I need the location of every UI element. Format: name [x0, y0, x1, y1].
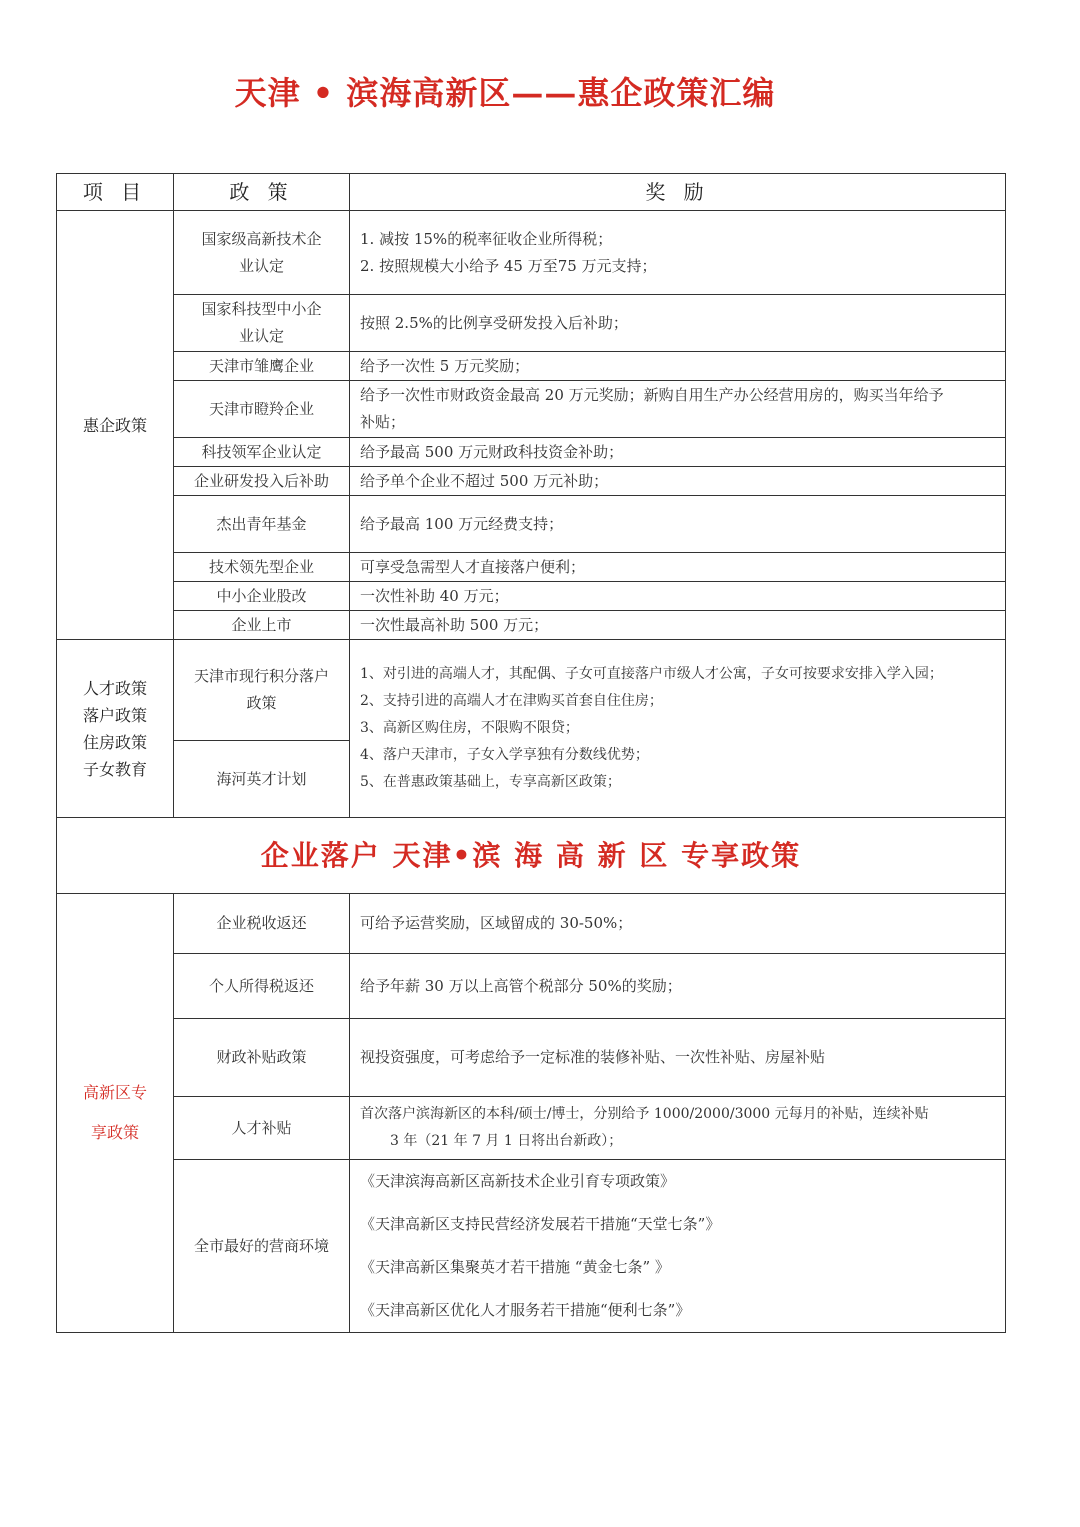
category-cell: 惠企政策 — [57, 211, 174, 640]
reward-cell: 给予一次性 5 万元奖励； — [350, 352, 1006, 381]
table-row — [57, 467, 1006, 496]
table-row — [57, 582, 1006, 611]
category-cell: 高新区专 享政策 — [57, 894, 174, 1333]
table-row — [57, 1160, 1006, 1333]
policy-cell: 全市最好的营商环境 — [174, 1160, 350, 1333]
category-cell: 人才政策 落户政策 住房政策 子女教育 — [57, 640, 174, 818]
reward-cell: 一次性最高补助 500 万元； — [350, 611, 1006, 640]
header-project: 项 目 — [57, 174, 174, 211]
policy-cell: 企业研发投入后补助 — [174, 467, 350, 496]
table-row — [57, 894, 1006, 954]
reward-cell: 一次性补助 40 万元； — [350, 582, 1006, 611]
policy-cell: 企业税收返还 — [174, 894, 350, 954]
table-row — [57, 352, 1006, 381]
reward-cell: 给予单个企业不超过 500 万元补助； — [350, 467, 1006, 496]
table-row — [57, 553, 1006, 582]
reward-cell: 可享受急需型人才直接落户便利； — [350, 553, 1006, 582]
table-row — [57, 954, 1006, 1019]
reward-cell: 1、对引进的高端人才，其配偶、子女可直接落户市级人才公寓，子女可按要求安排入学入园； 2、支持引进的高端人才在津购买首套自住住房； 3、高新区购住房，不限购不限贷； 4、落户天津市，子女入学享独有分数线优势； 5、在普惠政策基础上，专享高新区政策； — [350, 640, 1006, 818]
policy-cell: 国家级高新技术企 业认定 — [174, 211, 350, 295]
reward-cell: 给予最高 100 万元经费支持； — [350, 496, 1006, 553]
policy-cell: 科技领军企业认定 — [174, 438, 350, 467]
reward-cell: 给予年薪 30 万以上高管个税部分 50%的奖励； — [350, 954, 1006, 1019]
policy-cell: 个人所得税返还 — [174, 954, 350, 1019]
document-title: 天津 • 滨海高新区——惠企政策汇编 — [234, 74, 776, 112]
table-row — [57, 438, 1006, 467]
reward-cell: 可给予运营奖励，区域留成的 30-50%； — [350, 894, 1006, 954]
reward-cell: 给予一次性市财政资金最高 20 万元奖励；新购自用生产办公经营用房的，购买当年给予 补贴； — [350, 381, 1006, 438]
table-row — [57, 611, 1006, 640]
policy-cell: 中小企业股改 — [174, 582, 350, 611]
policy-cell: 人才补贴 — [174, 1097, 350, 1160]
banner-heading: 企业落户 天津•滨 海 高 新 区 专享政策 — [57, 818, 1006, 894]
header-reward: 奖 励 — [350, 174, 1006, 211]
reward-cell: 《天津滨海高新区高新技术企业引育专项政策》 《天津高新区支持民营经济发展若干措施“天堂七条”》 《天津高新区集聚英才若干措施 “黄金七条” 》 《天津高新区优化人才服务若干措施“便利七条”》 — [350, 1160, 1006, 1333]
policy-cell: 财政补贴政策 — [174, 1019, 350, 1097]
table-header-row — [57, 174, 1006, 211]
table-row — [57, 1097, 1006, 1160]
table-row — [57, 640, 1006, 741]
banner-row — [57, 818, 1006, 894]
table-row — [57, 381, 1006, 438]
reward-cell: 1. 减按 15%的税率征收企业所得税； 2. 按照规模大小给予 45 万至75 万元支持； — [350, 211, 1006, 295]
reward-cell: 给予最高 500 万元财政科技资金补助； — [350, 438, 1006, 467]
policy-cell: 企业上市 — [174, 611, 350, 640]
policy-cell: 国家科技型中小企 业认定 — [174, 295, 350, 352]
table-row — [57, 496, 1006, 553]
policy-cell: 杰出青年基金 — [174, 496, 350, 553]
policy-cell: 天津市现行积分落户 政策 — [174, 640, 350, 741]
header-policy: 政 策 — [174, 174, 350, 211]
table-row — [57, 211, 1006, 295]
reward-cell: 首次落户滨海新区的本科/硕士/博士，分别给予 1000/2000/3000 元每月的补贴，连续补贴 3 年（21 年 7 月 1 日将出台新政）； — [350, 1097, 1006, 1160]
policy-cell: 海河英才计划 — [174, 741, 350, 818]
policy-cell: 天津市雏鹰企业 — [174, 352, 350, 381]
policy-table — [56, 173, 1006, 1333]
table-row — [57, 295, 1006, 352]
reward-cell: 视投资强度，可考虑给予一定标准的装修补贴、一次性补贴、房屋补贴 — [350, 1019, 1006, 1097]
table-row — [57, 1019, 1006, 1097]
policy-cell: 天津市瞪羚企业 — [174, 381, 350, 438]
reward-cell: 按照 2.5%的比例享受研发投入后补助； — [350, 295, 1006, 352]
policy-cell: 技术领先型企业 — [174, 553, 350, 582]
